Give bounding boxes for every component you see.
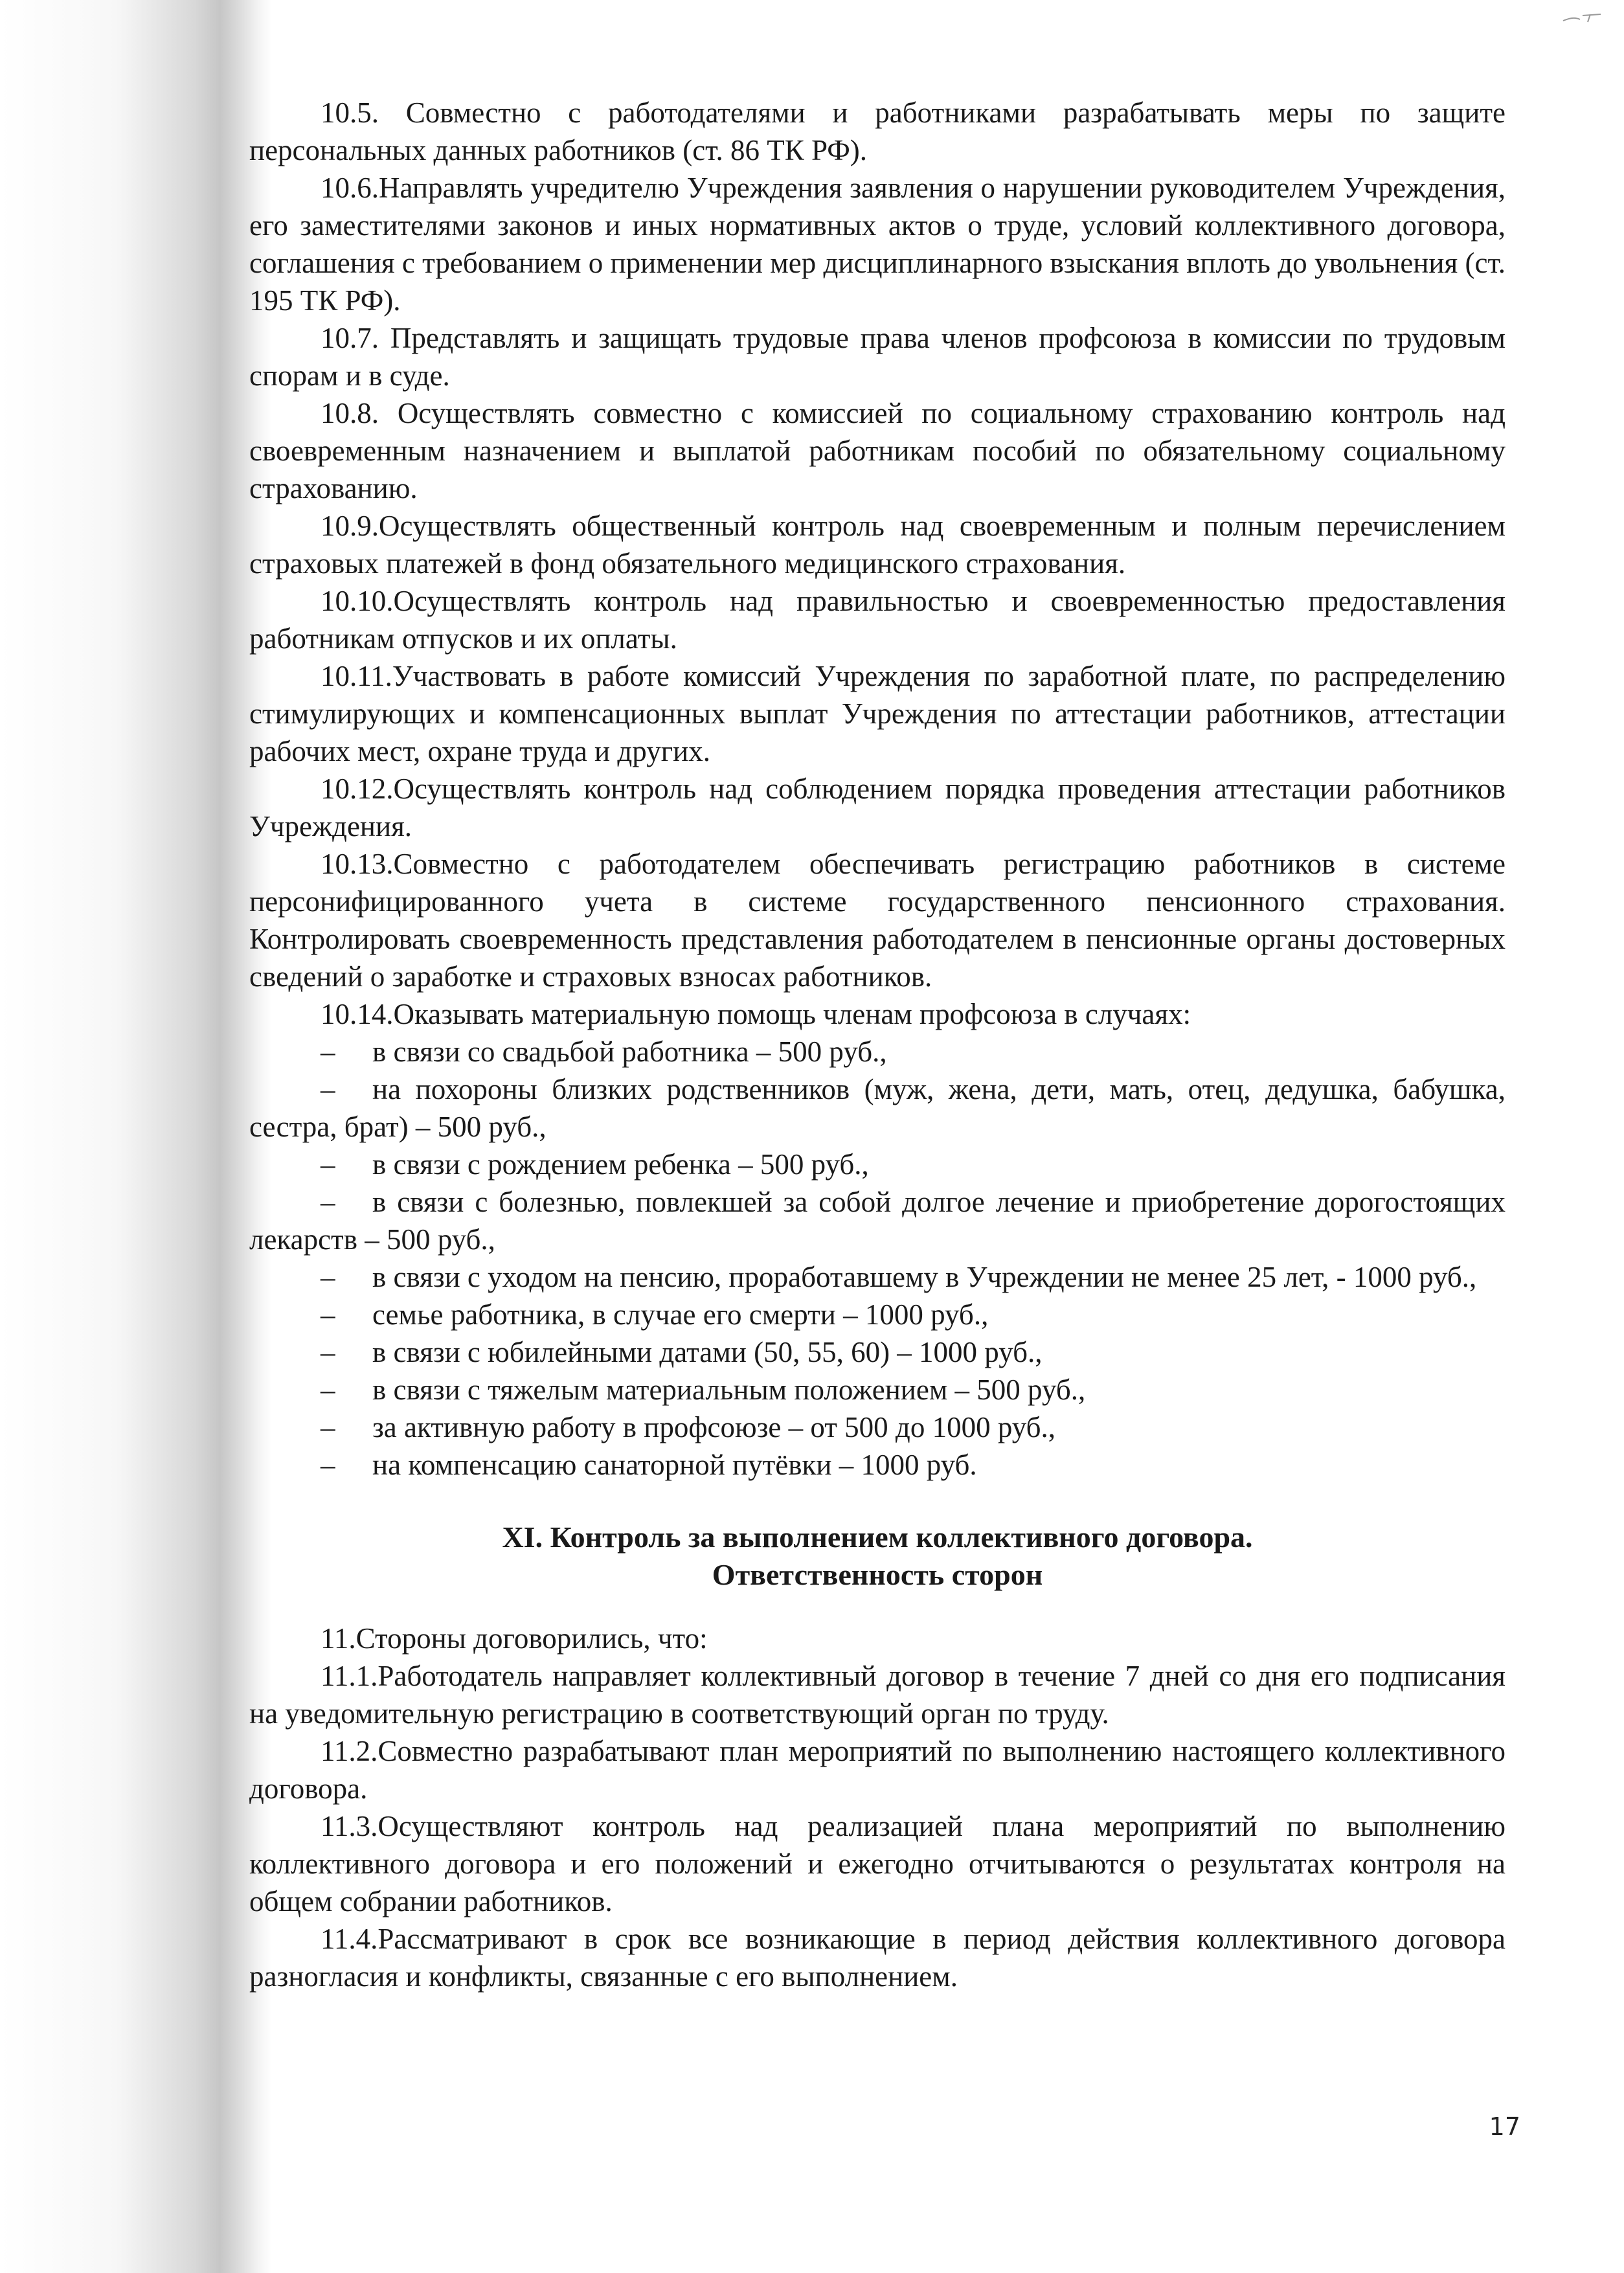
list-item: – в связи с рождением ребенка – 500 руб., [249,1146,1506,1183]
dash-bullet: – [321,1374,335,1406]
clause-11-1: 11.1.Работодатель направляет коллективный договор в течение 7 дней со дня его подписания на уведомительную регистрацию в соответствующий орган по труду. [249,1660,1506,1730]
list-item: – в связи с уходом на пенсию, проработавшему в Учреждении не менее 25 лет, - 1000 руб., [249,1258,1506,1296]
section-11-heading [249,1519,1506,1594]
list-item: – в связи с тяжелым материальным положением – 500 руб., [249,1371,1506,1408]
section-11-title: XI. Контроль за выполнением коллективного договора. [502,1521,1253,1554]
list-item: – семье работника, в случае его смерти – 1000 руб., [249,1296,1506,1333]
material-aid-list [249,1033,1506,1484]
clause-10-8: 10.8. Осуществлять совместно с комиссией по социальному страхованию контроль над своевременным назначением и выплатой работникам пособий по обязательному социальному страхованию. [249,397,1506,504]
dash-bullet: – [321,1298,335,1331]
clause-10-9: 10.9.Осуществлять общественный контроль над своевременным и полным перечислением страховых платежей в фонд обязательного медицинского страхования. [249,510,1506,580]
clause-11: 11.Стороны договорились, что: [321,1622,708,1655]
page-number: 17 [1489,2112,1520,2141]
clause-10-12: 10.12.Осуществлять контроль над соблюдением порядка проведения аттестации работников Учреждения. [249,773,1506,842]
clause-11-3: 11.3.Осуществляют контроль над реализацией плана мероприятий по выполнению коллективного договора и его положений и ежегодно отчитываются о результатах контроля на общем собрании работников. [249,1810,1506,1917]
dash-bullet: – [321,1411,335,1443]
list-item: – на компенсацию санаторной путёвки – 1000 руб. [249,1446,1506,1484]
clause-11-2: 11.2.Совместно разрабатывают план мероприятий по выполнению настоящего коллективного договора. [249,1735,1506,1805]
clause-10-7: 10.7. Представлять и защищать трудовые права членов профсоюза в комиссии по трудовым спорам и в суде. [249,322,1506,392]
clause-11-4: 11.4.Рассматривают в срок все возникающие в период действия коллективного договора разногласия и конфликты, связанные с его выполнением. [249,1923,1506,1993]
dash-bullet: – [321,1148,335,1181]
list-item: – в связи со свадьбой работника – 500 руб., [249,1033,1506,1070]
dash-bullet: – [321,1336,335,1368]
section-11-items [249,1620,1506,1995]
pen-mark-icon [1561,12,1606,25]
dash-bullet: – [321,1449,335,1481]
list-item: – на похороны близких родственников (муж, жена, дети, мать, отец, дедушка, бабушка, сестра, брат) – 500 руб., [249,1070,1506,1146]
clause-10-5: 10.5. Совместно с работодателями и работниками разрабатывать меры по защите персональных данных работников (ст. 86 ТК РФ). [249,96,1506,166]
clause-10-11: 10.11.Участвовать в работе комиссий Учреждения по заработной плате, по распределению стимулирующих и компенсационных выплат Учреждения по аттестации работников, аттестации рабочих мест, охране труда и других. [249,660,1506,767]
clause-10-14: 10.14.Оказывать материальную помощь членам профсоюза в случаях: [321,998,1191,1030]
list-item: – за активную работу в профсоюзе – от 500 до 1000 руб., [249,1408,1506,1446]
section-10-items [249,94,1506,1484]
scan-binding-shadow [0,0,272,2273]
section-11-subtitle: Ответственность сторон [712,1558,1043,1591]
dash-bullet: – [321,1186,335,1218]
clause-10-13: 10.13.Совместно с работодателем обеспечивать регистрацию работников в системе персонифицированного учета в системе государственного пенсионного страхования. Контролировать своевременность представления работодателем в пенсионные органы достоверных сведений о заработке и страховых взносах работников. [249,848,1506,993]
dash-bullet: – [321,1261,335,1293]
dash-bullet: – [321,1073,335,1105]
document-page [249,94,1506,1995]
list-item: – в связи с болезнью, повлекшей за собой долгое лечение и приобретение дорогостоящих лекарств – 500 руб., [249,1183,1506,1258]
clause-10-10: 10.10.Осуществлять контроль над правильностью и своевременностью предоставления работникам отпусков и их оплаты. [249,585,1506,655]
clause-10-6: 10.6.Направлять учредителю Учреждения заявления о нарушении руководителем Учреждения, его заместителями законов и иных нормативных актов о труде, условий коллективного договора, соглашения с требованием о применении мер дисциплинарного взыскания вплоть до увольнения (ст. 195 ТК РФ). [249,172,1506,317]
list-item: – в связи с юбилейными датами (50, 55, 60) – 1000 руб., [249,1333,1506,1371]
dash-bullet: – [321,1035,335,1068]
